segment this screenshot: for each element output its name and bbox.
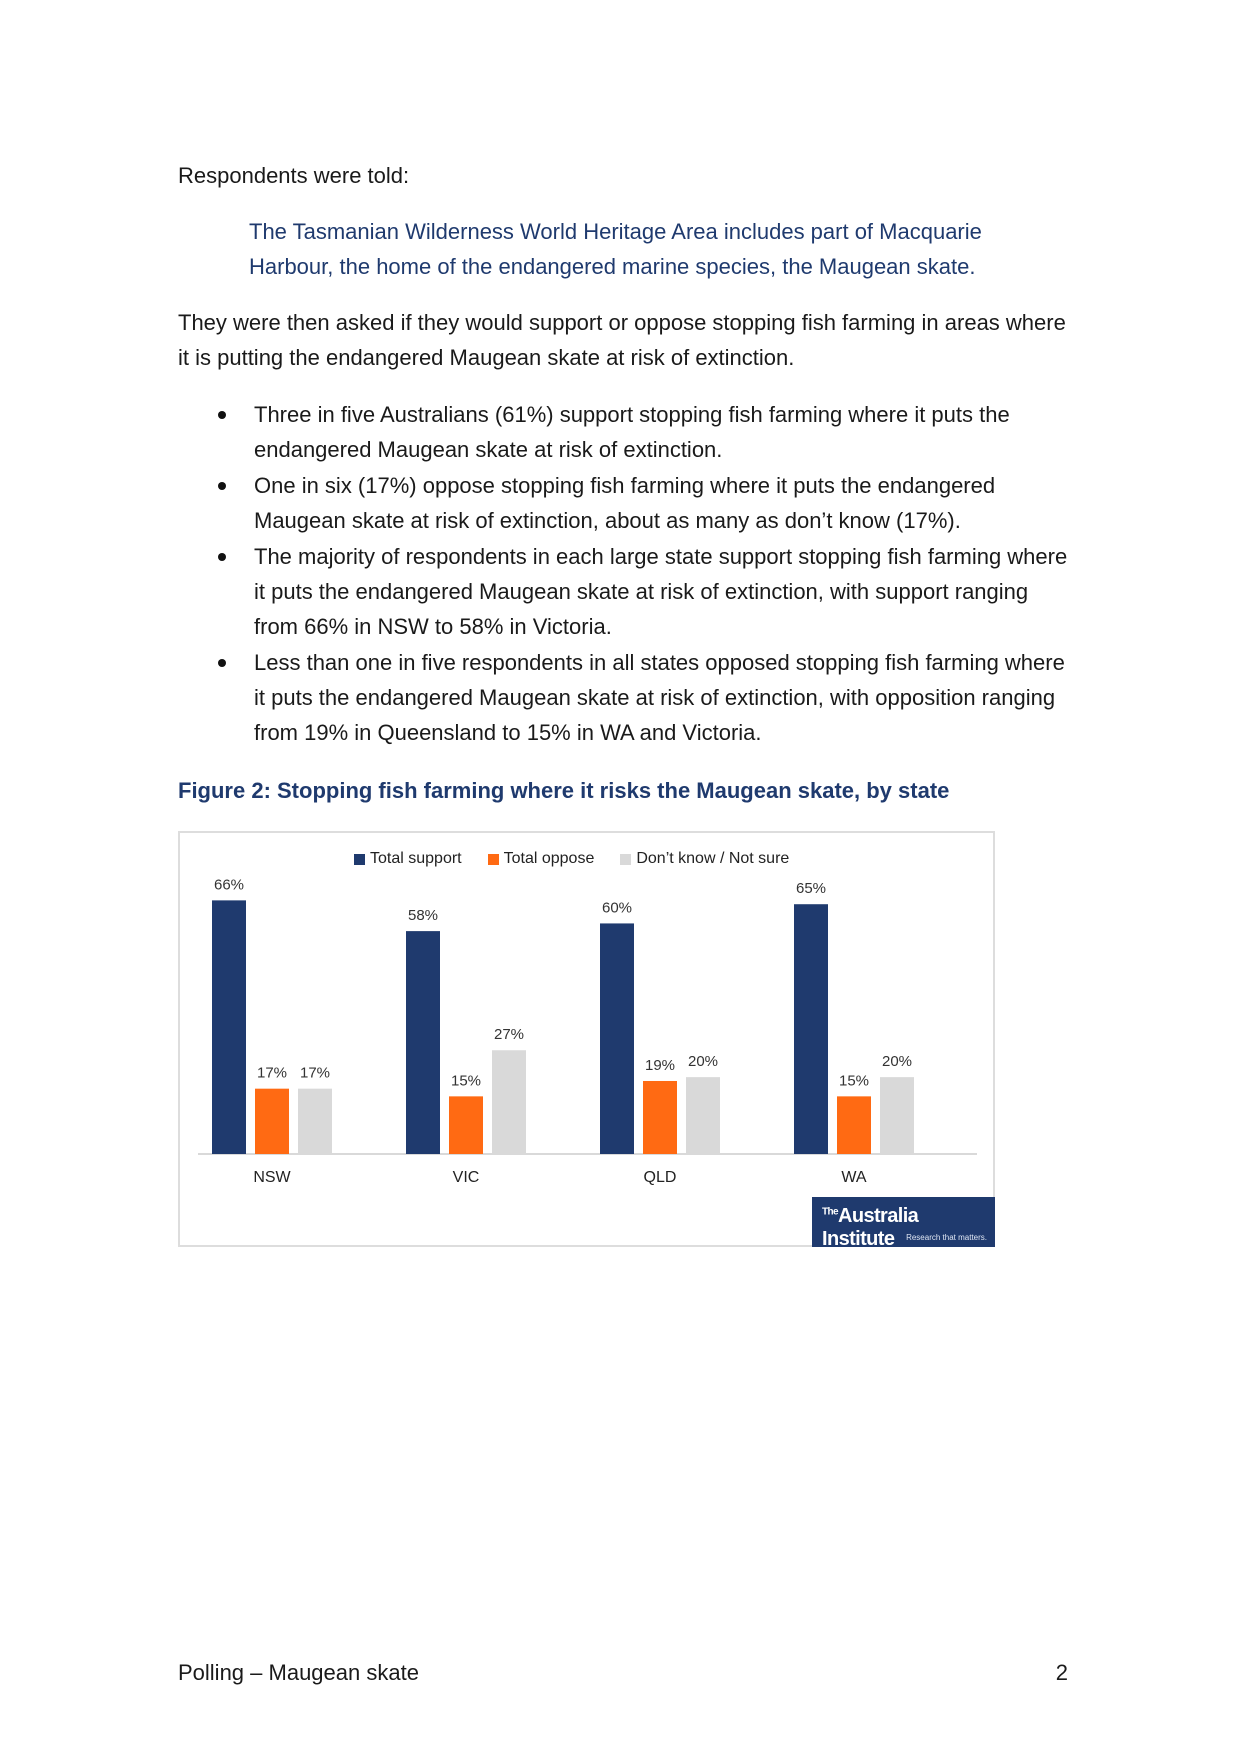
- bar-vic-2: [492, 1050, 526, 1154]
- data-label: 20%: [687, 1053, 719, 1071]
- bar-wa-0: [794, 904, 828, 1154]
- quoted-statement: The Tasmanian Wilderness World Heritage Area includes part of Macquarie Harbour, the home of the endangered marine species, the Maugean skate.: [249, 219, 982, 279]
- list-item: [178, 539, 1078, 644]
- bar-vic-1: [449, 1096, 483, 1154]
- lead-paragraph: They were then asked if they would support or oppose stopping fish farming in areas where it is putting the endangered Maugean skate at risk of extinction.: [178, 310, 1066, 370]
- data-label: 15%: [838, 1072, 870, 1090]
- legend-label-unsure: Don’t know / Not sure: [636, 850, 790, 867]
- bullet-icon: [218, 411, 226, 419]
- data-label: 17%: [299, 1064, 331, 1082]
- bullet-icon: [218, 482, 226, 490]
- data-label: 20%: [881, 1053, 913, 1071]
- bar-qld-1: [643, 1081, 677, 1154]
- list-item: [178, 397, 1078, 467]
- footer-title: Polling – Maugean skate: [178, 1660, 419, 1685]
- bar-nsw-2: [298, 1089, 332, 1154]
- list-item: [178, 468, 1078, 538]
- data-label: 27%: [493, 1026, 525, 1044]
- data-label: 19%: [644, 1056, 676, 1074]
- bar-qld-0: [600, 923, 634, 1154]
- category-label: VIC: [452, 1169, 480, 1186]
- data-label: 66%: [213, 876, 245, 894]
- list-item-text: The majority of respondents in each large state support stopping fish farming where it puts the endangered Maugean skate at risk of extinction, with support ranging from 66% in NSW to 58% in Victoria.: [254, 544, 1068, 639]
- bar-vic-0: [406, 931, 440, 1154]
- legend-label-oppose: Total oppose: [503, 850, 595, 867]
- legend-label-support: Total support: [370, 850, 462, 867]
- bar-nsw-0: [212, 900, 246, 1154]
- list-item-text: Less than one in five respondents in all states opposed stopping fish farming where it puts the endangered Maugean skate at risk of extinction, with opposition ranging from 19% in Queensland to 15% in WA and Victoria.: [254, 650, 1065, 745]
- list-item: [178, 645, 1078, 750]
- logo-name: Australia Institute: [822, 1205, 919, 1250]
- data-label: 65%: [795, 880, 827, 898]
- bullet-icon: [218, 553, 226, 561]
- bar-chart: [180, 833, 993, 1245]
- category-label: WA: [841, 1169, 867, 1186]
- australia-institute-logo: [812, 1197, 995, 1250]
- figure-title: Figure 2: Stopping fish farming where it risks the Maugean skate, by state: [178, 778, 950, 803]
- bar-wa-1: [837, 1096, 871, 1154]
- findings-list: [178, 397, 1078, 751]
- bar-nsw-1: [255, 1089, 289, 1154]
- logo-superscript: The: [822, 1206, 838, 1218]
- page-number: 2: [1055, 1660, 1068, 1685]
- list-item-text: One in six (17%) oppose stopping fish farming where it puts the endangered Maugean skate at risk of extinction, about as many as don’t know (17%).: [254, 473, 996, 533]
- logo-wordmark: [822, 1205, 995, 1251]
- category-label: NSW: [253, 1169, 291, 1186]
- bar-wa-2: [880, 1077, 914, 1154]
- data-label: 58%: [407, 907, 439, 925]
- intro-text: Respondents were told:: [178, 163, 410, 188]
- data-label: 60%: [601, 899, 633, 917]
- category-label: QLD: [643, 1169, 677, 1186]
- bar-qld-2: [686, 1077, 720, 1154]
- list-item-text: Three in five Australians (61%) support stopping fish farming where it puts the endangered Maugean skate at risk of extinction.: [254, 402, 1010, 462]
- bullet-icon: [218, 659, 226, 667]
- data-label: 15%: [450, 1072, 482, 1090]
- logo-tagline: Research that matters.: [906, 1233, 987, 1242]
- data-label: 17%: [256, 1064, 288, 1082]
- chart-container: [178, 831, 995, 1250]
